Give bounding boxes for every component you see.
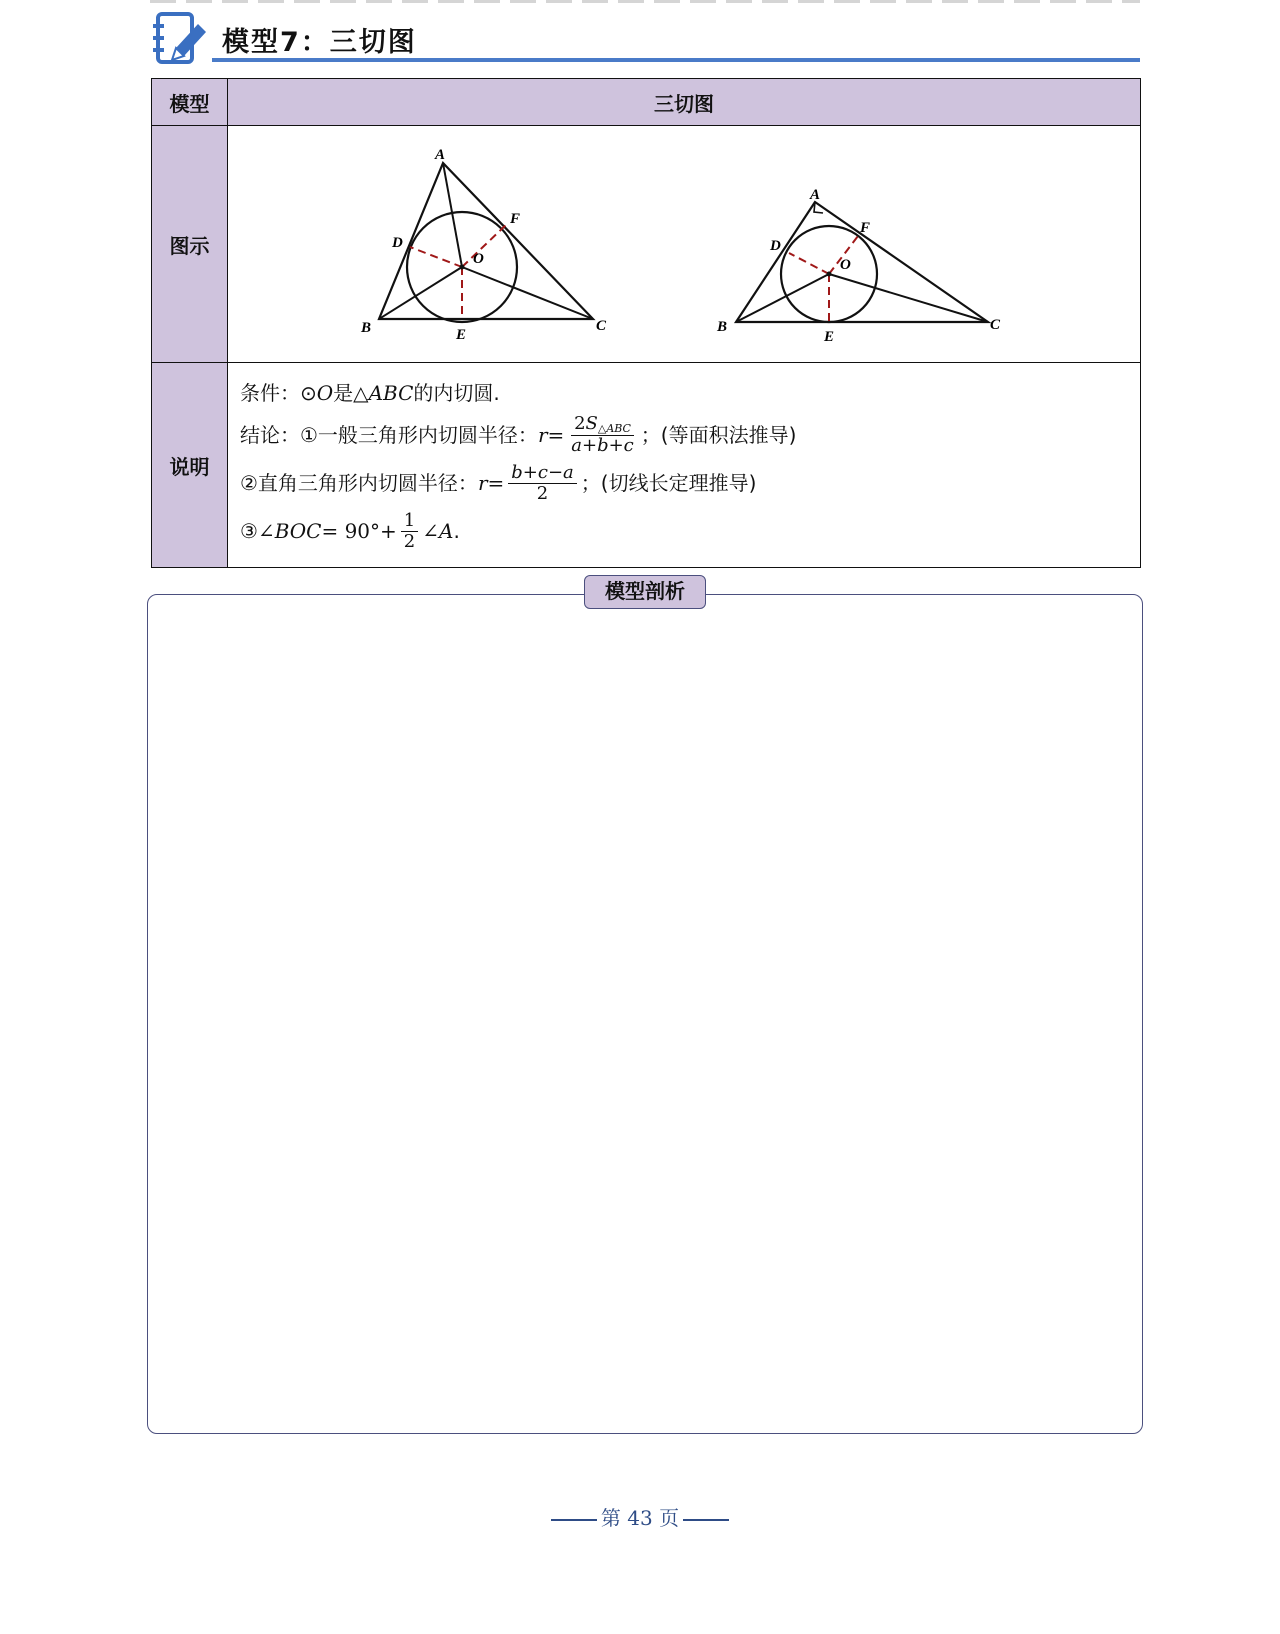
fig1-label-d: D bbox=[392, 235, 403, 251]
conclusion1-prefix: 结论：①一般三角形内切圆半径： bbox=[240, 423, 538, 447]
conclusion1-eq: = bbox=[547, 423, 565, 447]
title-underline bbox=[212, 58, 1140, 62]
conclusion1-r: r bbox=[537, 423, 548, 447]
top-dashed-border bbox=[150, 0, 1140, 3]
conclusion3-suffix: . bbox=[453, 519, 460, 543]
page-footer bbox=[0, 1502, 1280, 1531]
condition-prefix: 条件：⊙ bbox=[240, 381, 317, 405]
fig2-label-a: A bbox=[810, 187, 821, 203]
footer-dash-left bbox=[551, 1519, 597, 1521]
conclusion2-prefix: ②直角三角形内切圆半径： bbox=[240, 471, 478, 495]
fig2-label-e: E bbox=[824, 329, 835, 345]
model-table bbox=[151, 78, 1141, 568]
page-number: 第 43 页 bbox=[600, 1506, 680, 1530]
frac1-num-2: 2 bbox=[574, 413, 586, 434]
frac1-num-sub: △ABC bbox=[597, 422, 631, 435]
conclusion2-suffix: ；(切线长定理推导) bbox=[580, 471, 757, 495]
figure-general-triangle bbox=[360, 147, 607, 343]
frac2-den: 2 bbox=[536, 482, 549, 504]
condition-mid: 是△ bbox=[333, 381, 369, 405]
conclusion-line-1 bbox=[240, 411, 1128, 459]
fig1-label-b: B bbox=[361, 320, 372, 336]
condition-abc: ABC bbox=[368, 381, 414, 405]
frac3-den: 2 bbox=[403, 530, 416, 552]
fig1-label-e: E bbox=[456, 327, 467, 343]
figure-right-triangle bbox=[716, 187, 1001, 345]
frac1-den: a+b+c bbox=[571, 435, 634, 456]
condition-suffix: 的内切圆. bbox=[413, 381, 500, 405]
conclusion-line-3 bbox=[240, 507, 1128, 555]
fig2-label-b: B bbox=[717, 319, 728, 335]
figures-svg bbox=[228, 126, 1140, 362]
analysis-panel bbox=[147, 594, 1143, 1434]
conclusion1-fraction bbox=[568, 415, 637, 455]
conclusion3-angle-boc: ∠BOC bbox=[257, 519, 322, 543]
fig2-label-c: C bbox=[990, 317, 1001, 333]
frac3-num: 1 bbox=[401, 512, 418, 532]
conclusion2-r: r bbox=[477, 471, 488, 495]
conclusion-line-2 bbox=[240, 459, 1128, 507]
figure-cell bbox=[228, 126, 1141, 363]
fig1-label-c: C bbox=[596, 318, 607, 334]
fig1-label-o: O bbox=[473, 251, 484, 267]
fig1-label-a: A bbox=[435, 147, 446, 163]
footer-dash-right bbox=[683, 1519, 729, 1521]
header-left-cell: 模型 bbox=[152, 79, 228, 126]
conclusion2-fraction bbox=[508, 461, 577, 504]
conclusion3-fraction bbox=[401, 509, 418, 552]
conclusion2-eq: = bbox=[487, 471, 505, 495]
frac2-num: b+c−a bbox=[508, 464, 577, 484]
condition-circle-o: O bbox=[316, 381, 334, 405]
header-right-cell: 三切图 bbox=[228, 79, 1141, 126]
explain-cell bbox=[228, 363, 1141, 568]
frac1-num-s: S bbox=[585, 413, 598, 434]
figure-label-cell: 图示 bbox=[152, 126, 228, 363]
analysis-panel-tag: 模型剖析 bbox=[584, 575, 706, 609]
pencil-notebook-icon bbox=[152, 10, 210, 68]
explain-label-cell: 说明 bbox=[152, 363, 228, 568]
fig2-label-o: O bbox=[840, 257, 851, 273]
conclusion3-eq: = 90°+ bbox=[321, 519, 397, 543]
fig2-label-d: D bbox=[770, 238, 781, 254]
conclusion1-suffix: ；(等面积法推导) bbox=[640, 423, 797, 447]
conclusion3-angle-a: ∠A bbox=[422, 519, 454, 543]
fig2-label-f: F bbox=[860, 220, 871, 236]
page-title: 模型7：三切图 bbox=[222, 27, 417, 58]
condition-line bbox=[240, 375, 1128, 411]
conclusion3-prefix: ③ bbox=[240, 519, 258, 543]
fig1-label-f: F bbox=[510, 211, 521, 227]
